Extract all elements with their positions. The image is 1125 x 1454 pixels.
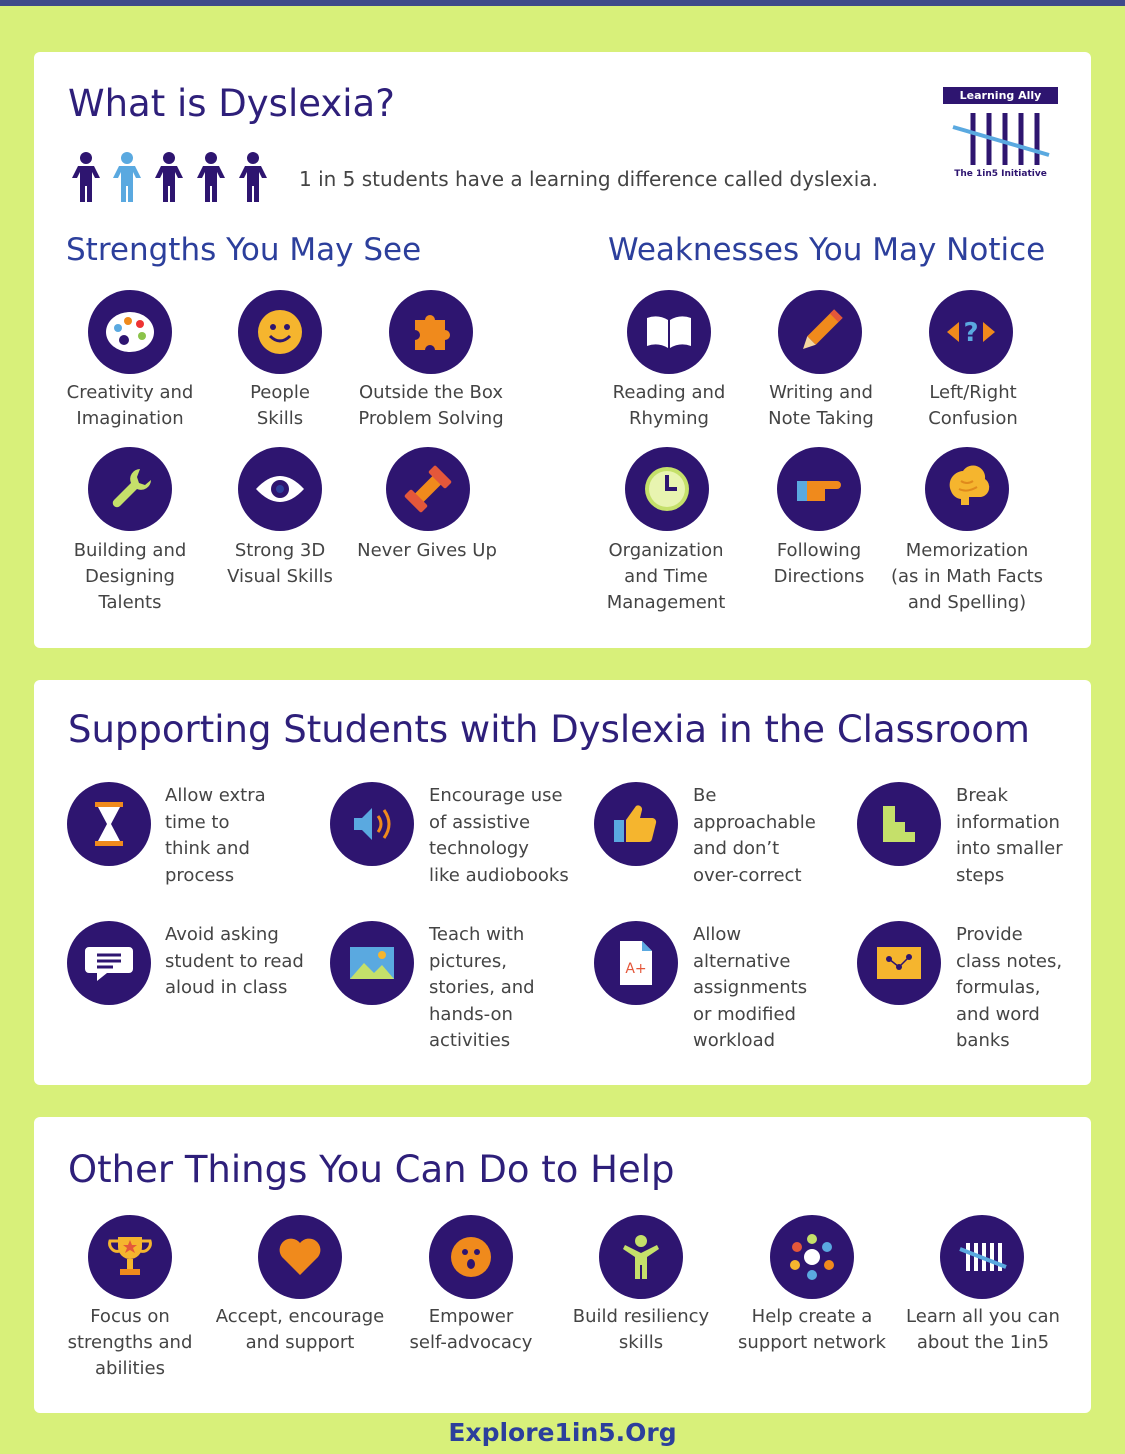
strength-label: Outside the Box Problem Solving <box>358 382 504 429</box>
pointing-hand-icon <box>789 459 849 519</box>
strength-item-building <box>88 447 172 531</box>
strength-item-never-gives-up <box>386 447 470 531</box>
person-icon <box>155 152 183 202</box>
page-title: What is Dyslexia? <box>68 82 395 125</box>
support-item-alternative-assignments <box>594 921 678 1005</box>
support-item-assistive-tech <box>330 782 414 866</box>
other-item-accept <box>258 1215 342 1299</box>
strength-label: People Skills <box>250 382 310 429</box>
top-border <box>0 0 1125 6</box>
support-label: Allow alternative assignments or modified workload <box>693 924 808 1051</box>
other-item-resiliency <box>599 1215 683 1299</box>
tally-marks-icon <box>952 1227 1012 1287</box>
logo-caption: The 1in5 Initiative <box>954 169 1047 179</box>
strength-label: Building and Designing Talents <box>73 540 187 613</box>
support-item-approachable <box>594 782 678 866</box>
trophy-icon <box>100 1227 160 1287</box>
left-right-icon <box>941 302 1001 362</box>
logo-banner: Learning Ally <box>943 87 1058 104</box>
person-icon <box>239 152 267 202</box>
strength-item-visual <box>238 447 322 531</box>
dyslexia-stat: 1 in 5 students have a learning difference called dyslexia. <box>299 167 878 191</box>
heart-icon <box>270 1227 330 1287</box>
person-icon <box>197 152 225 202</box>
support-label: Break information into smaller steps <box>956 785 1063 886</box>
weakness-item-organization <box>625 447 709 531</box>
weakness-label: Following Directions <box>773 540 865 587</box>
support-item-extra-time <box>67 782 151 866</box>
strength-item-problem-solving <box>389 290 473 374</box>
speaker-icon <box>342 794 402 854</box>
weakness-item-left-right <box>929 290 1013 374</box>
svg-text:?: ? <box>963 318 979 348</box>
palette-icon <box>100 302 160 362</box>
weakness-item-memorization <box>925 447 1009 531</box>
learning-ally-logo <box>943 87 1058 187</box>
network-dots-icon <box>782 1227 842 1287</box>
steps-icon <box>869 794 929 854</box>
strengths-title: Strengths You May See <box>66 232 422 268</box>
thumbs-up-icon <box>606 794 666 854</box>
weakness-item-writing <box>778 290 862 374</box>
person-icon-highlighted <box>113 152 141 202</box>
other-title: Other Things You Can Do to Help <box>68 1148 675 1191</box>
wrench-icon <box>100 459 160 519</box>
notes-board-icon <box>869 933 929 993</box>
weakness-item-directions <box>777 447 861 531</box>
weakness-item-reading <box>627 290 711 374</box>
a-plus-document-icon <box>606 933 666 993</box>
support-label: Provide class notes, formulas, and word banks <box>956 924 1063 1051</box>
speech-bubble-icon <box>79 933 139 993</box>
other-label: Build resiliency skills <box>572 1306 710 1353</box>
standing-person-icon <box>611 1227 671 1287</box>
other-item-support-network <box>770 1215 854 1299</box>
other-item-focus-strengths <box>88 1215 172 1299</box>
weakness-label: Organization and Time Management <box>606 540 726 613</box>
book-icon <box>639 302 699 362</box>
strength-label: Creativity and Imagination <box>66 382 194 429</box>
weakness-label: Memorization (as in Math Facts and Spelling) <box>890 540 1044 613</box>
pencil-icon <box>790 302 850 362</box>
weaknesses-title: Weaknesses You May Notice <box>608 232 1046 268</box>
clock-icon <box>637 459 697 519</box>
hourglass-icon <box>79 794 139 854</box>
weakness-label: Left/Right Confusion <box>928 382 1018 429</box>
strength-label: Strong 3D Visual Skills <box>227 540 333 587</box>
support-label: Be approachable and don’t over-correct <box>693 785 816 886</box>
weakness-label: Writing and Note Taking <box>768 382 874 429</box>
eye-icon <box>250 459 310 519</box>
picture-icon <box>342 933 402 993</box>
support-label: Avoid asking student to read aloud in class <box>165 924 304 998</box>
strength-label: Never Gives Up <box>357 540 497 561</box>
other-label: Focus on strengths and abilities <box>67 1306 193 1379</box>
tally-logo-icon <box>951 109 1051 167</box>
svg-text:A+: A+ <box>625 961 647 977</box>
weakness-label: Reading and Rhyming <box>612 382 726 429</box>
support-item-read-aloud <box>67 921 151 1005</box>
other-label: Empower self-advocacy <box>409 1306 533 1353</box>
support-label: Allow extra time to think and process <box>165 785 266 886</box>
other-label: Help create a support network <box>738 1306 886 1353</box>
support-label: Teach with pictures, stories, and hands-on activities <box>429 924 535 1051</box>
other-item-self-advocacy <box>429 1215 513 1299</box>
footer-link[interactable]: Explore1in5.Org <box>448 1418 677 1447</box>
speaking-face-icon <box>441 1227 501 1287</box>
support-item-smaller-steps <box>857 782 941 866</box>
support-item-pictures <box>330 921 414 1005</box>
puzzle-icon <box>401 302 461 362</box>
strength-item-creativity <box>88 290 172 374</box>
strength-item-people-skills <box>238 290 322 374</box>
dumbbell-icon <box>398 459 458 519</box>
other-label: Learn all you can about the 1in5 <box>906 1306 1060 1353</box>
support-label: Encourage use of assistive technology like audiobooks <box>429 785 569 886</box>
support-item-class-notes <box>857 921 941 1005</box>
brain-icon <box>937 459 997 519</box>
person-icon <box>72 152 100 202</box>
other-item-learn-1in5 <box>940 1215 1024 1299</box>
smiley-icon <box>250 302 310 362</box>
other-label: Accept, encourage and support <box>215 1306 385 1353</box>
people-icons <box>68 150 273 206</box>
supporting-title: Supporting Students with Dyslexia in the Classroom <box>68 708 1030 751</box>
